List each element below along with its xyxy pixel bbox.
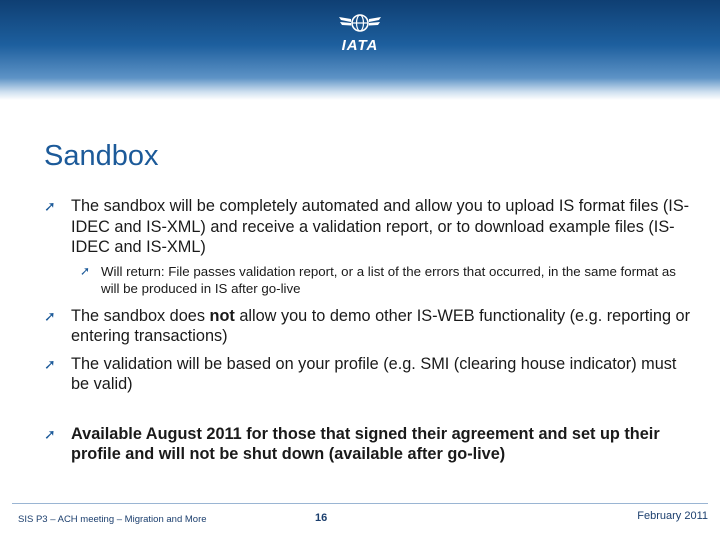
bullet-3-text: The validation will be based on your profile (e.g. SMI (clearing house indicator) must be valid) <box>71 354 677 393</box>
sub-bullet-arrow-icon: ➚ <box>80 263 91 278</box>
bullet-4-text: Available August 2011 for those that signed their agreement and set up their profile and will not be shut down (available after go-live) <box>71 424 660 463</box>
globe-wings-icon <box>337 10 383 36</box>
footer-divider <box>12 503 708 504</box>
bullet-1-sub-text: Will return: File passes validation report, or a list of the errors that occurred, in the same format as will be produced in IS after go-live <box>101 263 676 296</box>
bullet-3 <box>44 354 694 395</box>
slide-title: Sandbox <box>44 140 159 172</box>
bullet-2-emphasis: not <box>209 306 235 325</box>
page-number: 16 <box>315 512 328 524</box>
bullet-list <box>44 196 694 465</box>
bullet-1 <box>44 196 694 258</box>
bullet-2-text-pre: The sandbox does <box>71 306 210 325</box>
footer-caption: SIS P3 – ACH meeting – Migration and More <box>18 514 207 525</box>
bullet-4 <box>44 424 694 465</box>
bullet-2-text-post: allow you to demo other IS-WEB functionality (e.g. reporting or entering transactions) <box>71 306 690 345</box>
footer-date: February 2011 <box>637 510 708 522</box>
bullet-arrow-icon: ➚ <box>44 355 56 372</box>
bullet-arrow-icon: ➚ <box>44 307 56 324</box>
bullet-1-sub <box>44 263 694 297</box>
bullet-2 <box>44 306 694 347</box>
bullet-arrow-icon: ➚ <box>44 198 56 214</box>
bullet-arrow-icon: ➚ <box>44 425 56 442</box>
logo-text: IATA <box>341 37 379 54</box>
iata-logo <box>318 10 402 56</box>
bullet-1-text: The sandbox will be completely automated and allow you to upload IS format files (IS-IDEC and IS-XML) and receive a validation report, or to download example files (IS-IDEC and IS-XML) <box>71 197 690 256</box>
